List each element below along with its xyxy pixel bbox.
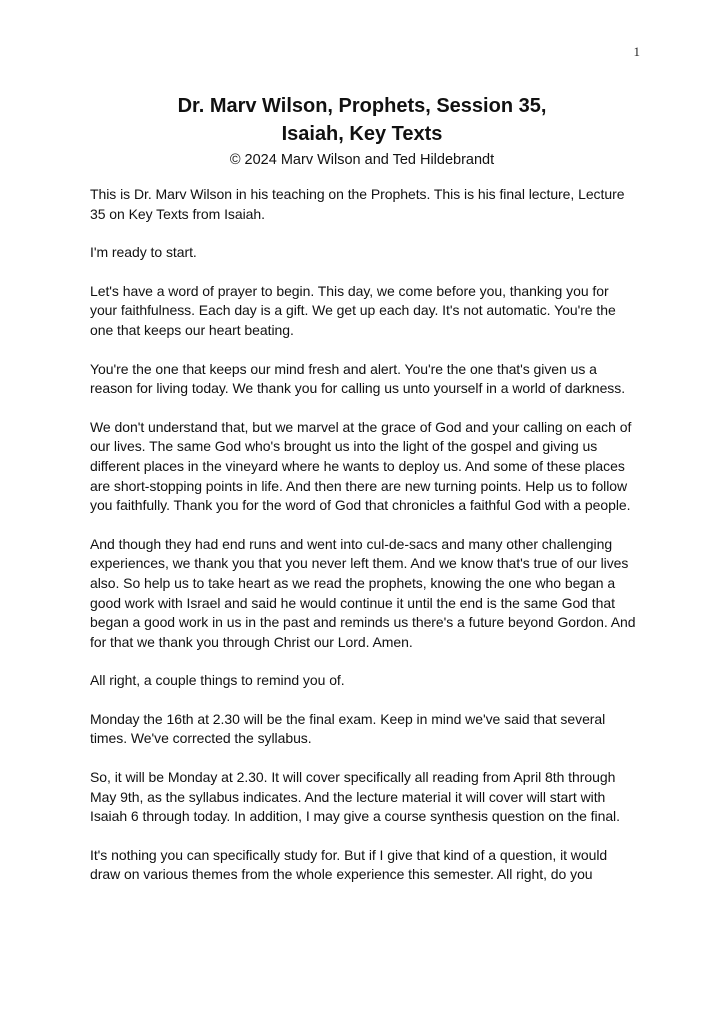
paragraph: I'm ready to start. (90, 244, 197, 261)
paragraph: And though they had end runs and went into cul-de-sacs and many other challenging experiences, we thank you that you never left them. And we know that's true of our lives also. So help us to take heart as we read the prophets, knowing the one who began a good work with Israel and said he would continue it until the end is the same God that began a good work in us in the past and reminds us there's a future beyond Gordon. And for that we thank you through Christ our Lord. Amen. (90, 535, 636, 650)
document-title-line-1: Dr. Marv Wilson, Prophets, Session 35, (177, 95, 547, 117)
paragraph: It's nothing you can specifically study for. But if I give that kind of a question, it would draw on various themes from the whole experience this semester. All right, do you (90, 846, 608, 883)
copyright-notice: © 2024 Marv Wilson and Ted Hildebrandt (229, 152, 495, 168)
page-number: 1 (633, 44, 640, 59)
paragraph: Let's have a word of prayer to begin. This day, we come before you, thanking you for your faithfulness. Each day is a gift. We get up each day. It's not automatic. You're the one that keeps our heart beating. (90, 282, 616, 338)
document-title-line-2: Isaiah, Key Texts (281, 123, 443, 145)
paragraph: This is Dr. Marv Wilson in his teaching on the Prophets. This is his final lecture, Lecture 35 on Key Texts from Isaiah. (90, 186, 625, 222)
paragraph: All right, a couple things to remind you of. (90, 672, 345, 689)
paragraph: You're the one that keeps our mind fresh and alert. You're the one that's given us a reason for living today. We thank you for calling us unto yourself in a world of darkness. (90, 360, 626, 397)
paragraph: So, it will be Monday at 2.30. It will cover specifically all reading from April 8th through May 9th, as the syllabus indicates. And the lecture material it will cover will start with Isaiah 6 through today. In addition, I may give a course synthesis question on the final. (90, 769, 620, 825)
transcript-body (90, 185, 638, 904)
paragraph: Monday the 16th at 2.30 will be the final exam. Keep in mind we've said that several times. We've corrected the syllabus. (90, 710, 606, 747)
paragraph: We don't understand that, but we marvel at the grace of God and your calling on each of our lives. The same God who's brought us into the light of the gospel and giving us different places in the vineyard where he wants to deploy us. And some of these places are short-stopping points in life. And then there are new turning points. Help us to follow you faithfully. Thank you for the word of God that chronicles a faithful God with a people. (90, 418, 632, 514)
document-header (0, 92, 724, 170)
